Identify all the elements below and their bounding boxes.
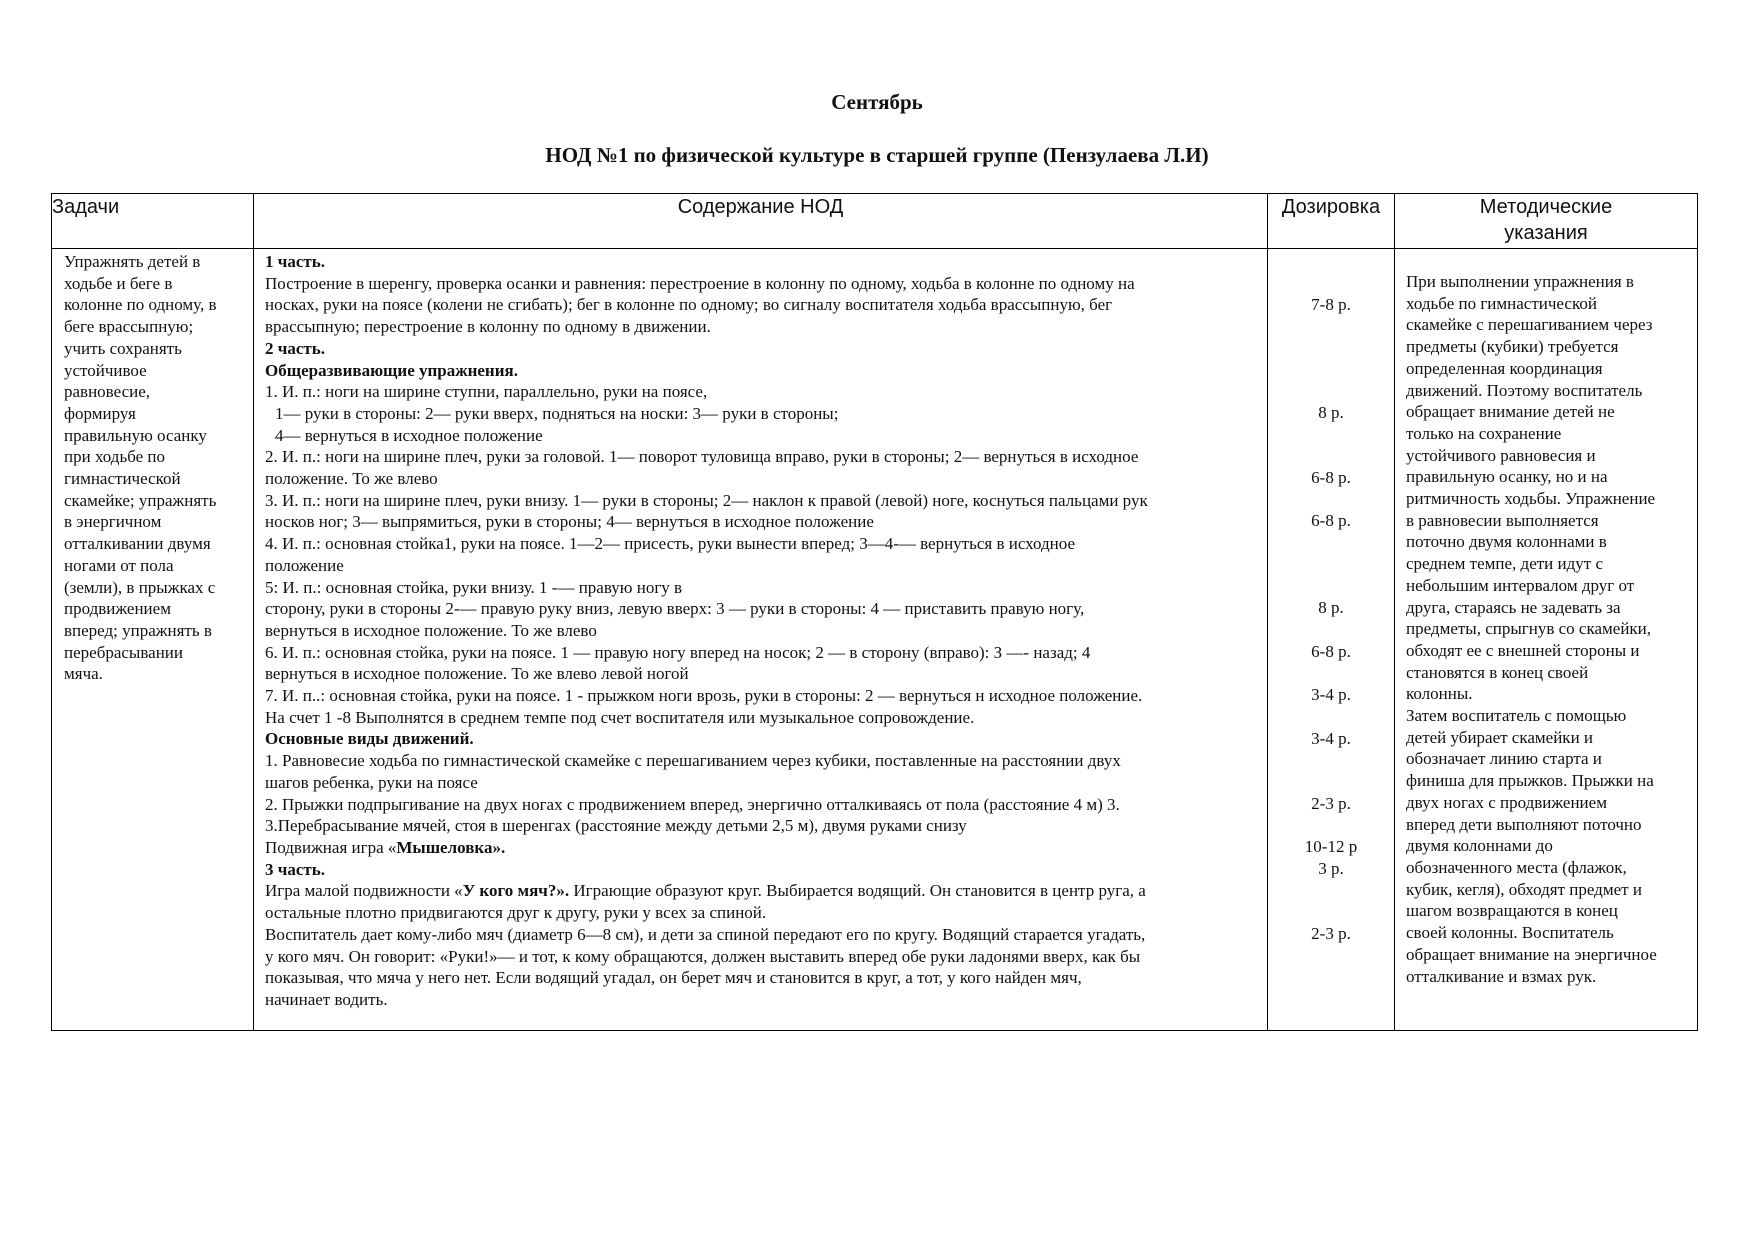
dose-value: 6-8 р.	[1311, 511, 1351, 530]
notes-line: колонны.	[1406, 684, 1473, 704]
header-notes-line: Методические	[1479, 196, 1613, 218]
tasks-line: перебрасывании	[64, 642, 183, 662]
notes-line: отталкивание и взмах рук.	[1406, 966, 1597, 986]
notes-line: детей убирает скамейки и	[1406, 727, 1594, 747]
content-line: Построение в шеренгу, проверка осанки и равнения: перестроение в колонну по одному, ходьба в колонне по одному на	[265, 273, 1135, 293]
tasks-line: ногами от пола	[64, 555, 174, 575]
tasks-line: (земли), в прыжках с	[64, 577, 216, 597]
content-line: 1— руки в стороны: 2— руки вверх, подняться на носки: 3— руки в стороны;	[275, 403, 839, 423]
tasks-line: вперед; упражнять в	[64, 620, 212, 640]
dose-value: 3-4 р.	[1311, 685, 1351, 704]
dose-value: 3 р.	[1318, 859, 1344, 878]
dose-value: 2-3 р.	[1311, 794, 1351, 813]
notes-line: устойчивого равновесия и	[1406, 445, 1596, 465]
content-line: 1. И. п.: ноги на ширине ступни, параллельно, руки на поясе,	[265, 382, 708, 402]
dose-value: 6-8 р.	[1311, 642, 1351, 661]
content-line: остальные плотно придвигаются друг к другу, руки у всех за спиной.	[265, 903, 767, 923]
notes-line: правильную осанку, но и на	[1406, 467, 1608, 487]
header-notes-line: указания	[1504, 222, 1588, 244]
notes-line: своей колонны. Воспитатель	[1406, 923, 1614, 943]
tasks-line: гимнастической	[64, 469, 181, 489]
notes-line: обходят ее с внешней стороны и	[1406, 640, 1640, 660]
month-heading: Сентябрь	[831, 90, 923, 114]
tasks-line: формируя	[64, 403, 136, 423]
notes-line: небольшим интервалом друг от	[1406, 575, 1635, 595]
notes-line: двумя колоннами до	[1406, 836, 1553, 856]
tasks-cell	[52, 249, 254, 1031]
dose-value: 6-8 р.	[1311, 468, 1351, 487]
content-line: у кого мяч. Он говорит: «Руки!»— и тот, к кому обращаются, должен выставить вперед обе руки ладонями вверх, как бы	[265, 946, 1141, 966]
content-line: вернуться в исходное положение. То же влево	[265, 620, 597, 640]
tasks-line: при ходьбе по	[64, 447, 166, 467]
tasks-line: учить сохранять	[64, 338, 182, 358]
content-line: 2. Прыжки подпрыгивание на двух ногах с продвижением вперед, энергично отталкиваясь от пола (расстояние 4 м) 3.	[265, 794, 1120, 814]
content-line: На счет 1 -8 Выполнятся в среднем темпе под счет воспитателя или музыкальное сопровождение.	[265, 707, 975, 727]
content-line: 4— вернуться в исходное положение	[275, 425, 543, 445]
subsection-heading: Основные виды движений.	[265, 729, 474, 749]
tasks-line: в энергичном	[64, 512, 162, 532]
notes-line: обозначает линию старта и	[1406, 749, 1602, 769]
content-line: показывая, что мяча у него нет. Если водящий угадал, он берет мяч и становится в круг, а тот, у кого найден мяч,	[265, 968, 1082, 988]
tasks-line: Упражнять детей в	[64, 252, 201, 271]
notes-line: обращает внимание на энергичное	[1406, 944, 1657, 964]
tasks-line: равновесие,	[64, 382, 151, 402]
content-line: Воспитатель дает кому-либо мяч (диаметр 6—8 см), и дети за спиной передают его по кругу. Водящий старается угадать,	[265, 924, 1146, 944]
content-line: 6. И. п.: основная стойка, руки на поясе. 1 — правую ногу вперед на носок; 2 — в сторону (вправо): З —- назад; 4	[265, 642, 1091, 662]
dose-value: 2-3 р.	[1311, 924, 1351, 943]
tasks-line: колонне по одному, в	[64, 295, 217, 315]
dose-value: 7-8 р.	[1311, 295, 1351, 314]
table-header-row	[52, 194, 1698, 249]
content-line: 3.Перебрасывание мячей, стоя в шеренгах (расстояние между детьми 2,5 м), двумя руками снизу	[265, 816, 967, 836]
notes-line: обозначенного места (флажок,	[1406, 857, 1627, 877]
content-line	[265, 880, 1259, 902]
content-line: 3. И. п.: ноги на ширине плеч, руки внизу. 1— руки в стороны; 2— наклон к правой (левой) ноге, коснуться пальцами рук	[265, 490, 1148, 510]
header-tasks: Задачи	[52, 194, 254, 249]
tasks-line: ходьбе и беге в	[64, 273, 173, 293]
notes-line: предметы, спрыгнув со скамейки,	[1406, 619, 1652, 639]
notes-line: кубик, кегля), обходят предмет и	[1406, 879, 1642, 899]
game-text: Играющие образуют круг. Выбирается водящий. Он становится в центр руга, а	[569, 881, 1146, 901]
notes-line: обращает внимание детей не	[1406, 402, 1615, 422]
notes-cell	[1395, 249, 1698, 1031]
lesson-plan-table	[51, 193, 1698, 1031]
tasks-line: продвижением	[64, 599, 171, 619]
tasks-line: скамейке; упражнять	[64, 490, 217, 510]
dose-cell	[1268, 249, 1395, 1031]
notes-line: двух ногах с продвижением	[1406, 792, 1607, 812]
section-heading: 3 часть.	[265, 859, 325, 879]
header-notes	[1395, 194, 1698, 249]
tasks-line: мяча.	[64, 664, 103, 684]
notes-line: ритмичность ходьбы. Упражнение	[1406, 489, 1656, 509]
content-line: носках, руки на поясе (колени не сгибать); бег в колонне по одному; во сигналу воспитателя ходьба врассыпную, бег	[265, 295, 1113, 315]
notes-line: друга, стараясь не задевать за	[1406, 597, 1621, 617]
notes-line: финиша для прыжков. Прыжки на	[1406, 771, 1654, 791]
content-line: 1. Равновесие ходьба по гимнастической скамейке с перешагиванием через кубики, поставленные на расстоянии двух	[265, 751, 1121, 771]
notes-line: определенная координация	[1406, 358, 1603, 378]
content-line: 7. И. п..: основная стойка, руки на поясе. 1 - прыжком ноги врозь, руки в стороны: 2 — вернуться н исходное положение.	[265, 686, 1143, 706]
subsection-heading: Общеразвивающие упражнения.	[265, 360, 518, 380]
game-name: Мышеловка».	[396, 837, 506, 857]
notes-line: предметы (кубики) требуется	[1406, 337, 1619, 357]
content-line: положение	[265, 555, 344, 575]
notes-line: вперед дети выполняют поточно	[1406, 814, 1642, 834]
section-heading: 1 часть.	[265, 252, 325, 271]
game-intro: Подвижная игра «	[265, 837, 397, 857]
game-intro: Игра малой подвижности «	[265, 881, 463, 901]
header-dose: Дозировка	[1268, 194, 1395, 249]
notes-line: только на сохранение	[1406, 423, 1562, 443]
game-name: У кого мяч?».	[462, 881, 570, 901]
notes-line: шагом возвращаются в конец	[1406, 901, 1618, 921]
table-body-row	[52, 249, 1698, 1031]
tasks-line: беге врассыпную;	[64, 317, 194, 337]
notes-line: ходьбе по гимнастической	[1406, 293, 1597, 313]
content-line	[265, 837, 1259, 859]
content-line: вернуться в исходное положение. То же влево левой ногой	[265, 664, 689, 684]
content-line: 5: И. п.: основная стойка, руки внизу. 1 -— правую ногу в	[265, 577, 683, 597]
notes-line: При выполнении упражнения в	[1406, 272, 1634, 291]
dose-value: 3-4 р.	[1311, 729, 1351, 748]
tasks-line: правильную осанку	[64, 425, 207, 445]
tasks-line: отталкивании двумя	[64, 534, 211, 554]
dose-value: 8 р.	[1318, 598, 1344, 617]
header-content: Содержание НОД	[254, 194, 1268, 249]
notes-line: поточно двумя колоннами в	[1406, 532, 1607, 552]
content-line: 4. И. п.: основная стойка1, руки на поясе. 1—2— присесть, руки вынести вперед; 3—4-— вернуться в исходное	[265, 534, 1076, 554]
dose-value: 8 р.	[1318, 403, 1344, 422]
dose-value: 10-12 р	[1304, 837, 1358, 856]
content-line: положение. То же влево	[265, 469, 438, 489]
content-line: носков ног; 3— выпрямиться, руки в стороны; 4— вернуться в исходное положение	[265, 512, 874, 532]
notes-line: скамейке с перешагиванием через	[1406, 315, 1653, 335]
content-line: начинает водить.	[265, 989, 388, 1009]
notes-line: среднем темпе, дети идут с	[1406, 554, 1603, 574]
content-cell	[254, 249, 1268, 1031]
notes-line: движений. Поэтому воспитатель	[1406, 380, 1643, 400]
document-title: НОД №1 по физической культуре в старшей группе (Пензулаева Л.И)	[545, 143, 1209, 167]
tasks-line: устойчивое	[64, 360, 147, 380]
content-line: 2. И. п.: ноги на ширине плеч, руки за головой. 1— поворот туловища вправо, руки в стороны; 2— вернуться в исходное	[265, 447, 1139, 467]
content-line: шагов ребенка, руки на поясе	[265, 772, 478, 792]
notes-line: в равновесии выполняется	[1406, 510, 1599, 530]
content-line: врассыпную; перестроение в колонну по одному в движении.	[265, 317, 711, 337]
section-heading: 2 часть.	[265, 338, 325, 358]
notes-line: становятся в конец своей	[1406, 662, 1589, 682]
content-line: сторону, руки в стороны 2-— правую руку вниз, левую вверх: 3 — руки в стороны: 4 — приставить правую ногу,	[265, 599, 1085, 619]
notes-line: Затем воспитатель с помощью	[1406, 706, 1627, 726]
